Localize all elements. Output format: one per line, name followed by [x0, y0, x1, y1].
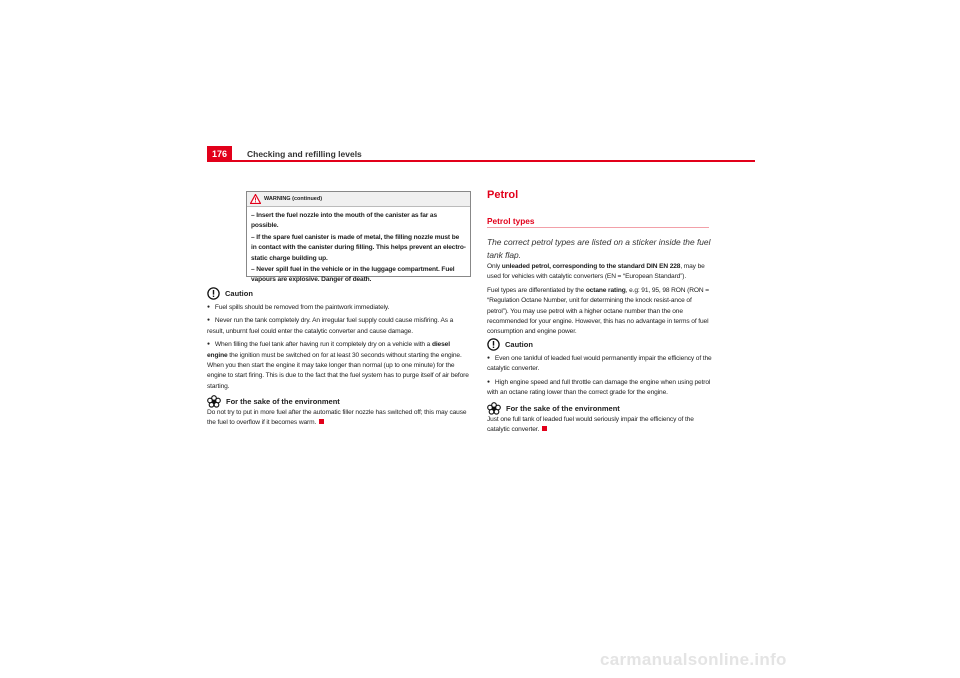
header-divider: [207, 160, 755, 162]
warning-triangle-icon: [250, 194, 261, 204]
flower-environment-icon: [487, 402, 501, 415]
caution-title: Caution: [505, 340, 533, 349]
caution-item: ● When filling the fuel tank after having run it completely dry on a vehicle with a diesel engine the ignition must be switched on for at least 30 seconds without starting the engine. When you then start the engine it may take longer than normal (up to one minute) for the engine to start firing. This is due to the fact that the fuel system has to purge itself of air before starting.: [207, 339, 470, 392]
warning-item: – If the spare fuel canister is made of metal, the filling nozzle must be in contact with the canister during filling. This helps prevent an electro-static charge building up.: [251, 233, 466, 262]
warning-item: – Insert the fuel nozzle into the mouth of the canister as far as possible.: [251, 212, 438, 230]
warning-header: [247, 192, 470, 207]
caution-exclamation-icon: [207, 287, 220, 300]
warning-title: WARNING (continued): [264, 196, 323, 202]
caution-item: ● Never run the tank completely dry. An irregular fuel supply could cause misfiring. As a result, unburnt fuel could enter the catalytic converter and cause damage.: [207, 315, 470, 337]
body-text: Only unleaded petrol, corresponding to the standard DIN EN 228, may be used for vehicles with catalytic converters (EN = “European Standard”). Fuel types are differentiated by the octane rating, e.g: 91, 95, 98 RON (RON = “Regulation Octane Number, unit for determining the knock resist-ance of petrol”). You may use petrol with a higher octane number than the one recommended for your engine. However, this has no advantage in terms of fuel consumption and engine power.: [487, 263, 709, 336]
caution-item: ● Fuel spills should be removed from the paintwork immediately.: [207, 302, 470, 313]
environment-title: For the sake of the environment: [506, 404, 620, 413]
flower-environment-icon: [207, 395, 221, 408]
caution-section-left: [207, 287, 470, 394]
environment-text: Just one full tank of leaded fuel would seriously impair the efficiency of the catalytic converter.: [487, 416, 694, 434]
caution-item: ● High engine speed and full throttle can damage the engine when using petrol with an octane rating lower than the correct grade for the engine.: [487, 377, 712, 399]
caution-exclamation-icon: [487, 338, 500, 351]
end-marker: [542, 426, 547, 431]
environment-title: For the sake of the environment: [226, 397, 340, 406]
section-heading: Petrol: [487, 189, 519, 201]
warning-box: [246, 191, 471, 284]
environment-section-right: [487, 402, 712, 436]
caution-item: ● Even one tankful of leaded fuel would permanently impair the efficiency of the catalytic converter.: [487, 353, 712, 375]
warning-item: – Never spill fuel in the vehicle or in the luggage compartment. Fuel vapours are explosive. Danger of death.: [251, 266, 455, 284]
subsection-heading: Petrol types: [487, 216, 709, 228]
lead-text: The correct petrol types are listed on a sticker inside the fuel tank flap.: [487, 237, 711, 260]
environment-text: Do not try to put in more fuel after the automatic filler nozzle has switched off; this may cause the fuel to overflow if it becomes warm.: [207, 409, 467, 427]
watermark: carmanualsonline.info: [600, 650, 787, 669]
end-marker: [319, 419, 324, 424]
chapter-title: Checking and refilling levels: [247, 149, 362, 159]
page-number: 176: [207, 146, 232, 162]
caution-title: Caution: [225, 289, 253, 298]
caution-section-right: [487, 338, 712, 401]
environment-section-left: [207, 395, 470, 429]
